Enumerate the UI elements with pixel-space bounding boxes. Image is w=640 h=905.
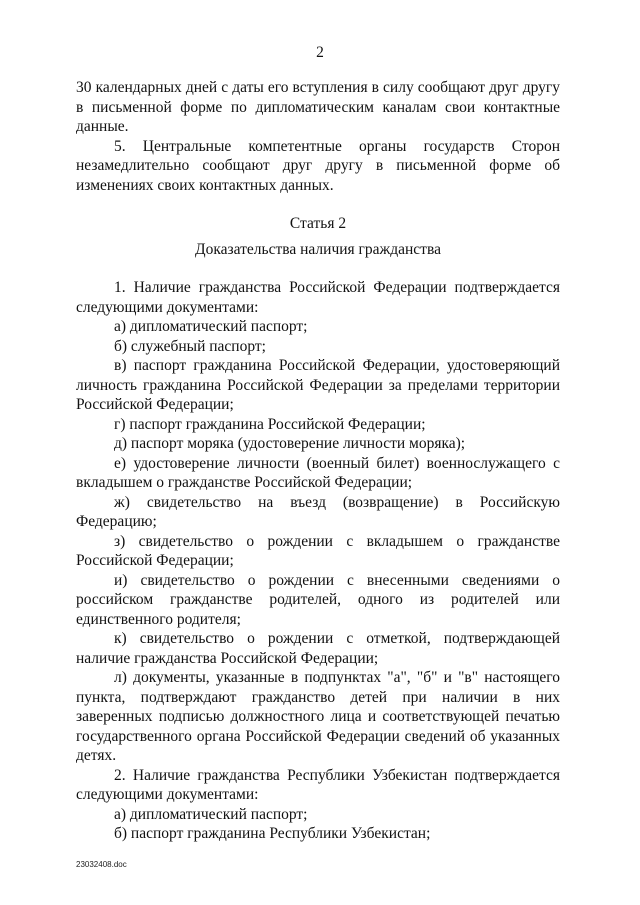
list-item-g: г) паспорт гражданина Российской Федерации;: [114, 415, 426, 433]
list-item-uz-a: а) дипломатический паспорт;: [114, 805, 308, 823]
list-item-zh: ж) свидетельство на въезд (возвращение) в Российскую Федерацию;: [76, 493, 560, 530]
list-item-l: л) документы, указанные в подпунктах "а", "б" и "в" настоящего пункта, подтверждают гражданство детей при наличии в них заверенных подписью должностного лица и соответствующей печатью государственного органа Российской Федерации сведений об указанных детях.: [76, 669, 560, 764]
paragraph-continuation: 30 календарных дней с даты его вступления в силу сообщают друг другу в письменной форме по дипломатическим каналам свои контактные данные.: [76, 79, 560, 135]
list-item-e: е) удостоверение личности (военный билет) военнослужащего с вкладышем о гражданстве Российской Федерации;: [76, 454, 560, 491]
article-number: Статья 2: [289, 215, 347, 232]
file-name-footer: 23032408.doc: [76, 860, 127, 869]
list-item-i: и) свидетельство о рождении с внесенными сведениями о российском гражданстве родителей, одного из родителей или единственного родителя;: [76, 571, 560, 628]
paragraph-ru-intro: 1. Наличие гражданства Российской Федерации подтверждается следующими документами:: [76, 279, 560, 316]
article-title: Доказательства наличия гражданства: [195, 240, 441, 258]
list-item-d: д) паспорт моряка (удостоверение личности моряка);: [114, 435, 466, 452]
list-item-k: к) свидетельство о рождении с отметкой, подтверждающей наличие гражданства Российской Федерации;: [76, 630, 560, 667]
paragraph-uz-intro: 2. Наличие гражданства Республики Узбекистан подтверждается следующими документами:: [76, 766, 560, 803]
list-item-uz-b: б) паспорт гражданина Республики Узбекистан;: [114, 825, 431, 842]
list-item-a: а) дипломатический паспорт;: [114, 318, 308, 335]
document-text: [76, 78, 560, 844]
list-item-b: б) служебный паспорт;: [114, 337, 266, 355]
paragraph-item-5: 5. Центральные компетентные органы государств Сторон незамедлительно сообщают друг другу в письменной форме об изменениях своих контактных данных.: [76, 137, 560, 194]
list-item-v: в) паспорт гражданина Российской Федерации, удостоверяющий личность гражданина Российской Федерации за пределами территории Российской Федерации;: [76, 357, 560, 413]
list-item-z: з) свидетельство о рождении с вкладышем о гражданстве Российской Федерации;: [76, 532, 560, 569]
page-number: 2: [316, 44, 324, 61]
